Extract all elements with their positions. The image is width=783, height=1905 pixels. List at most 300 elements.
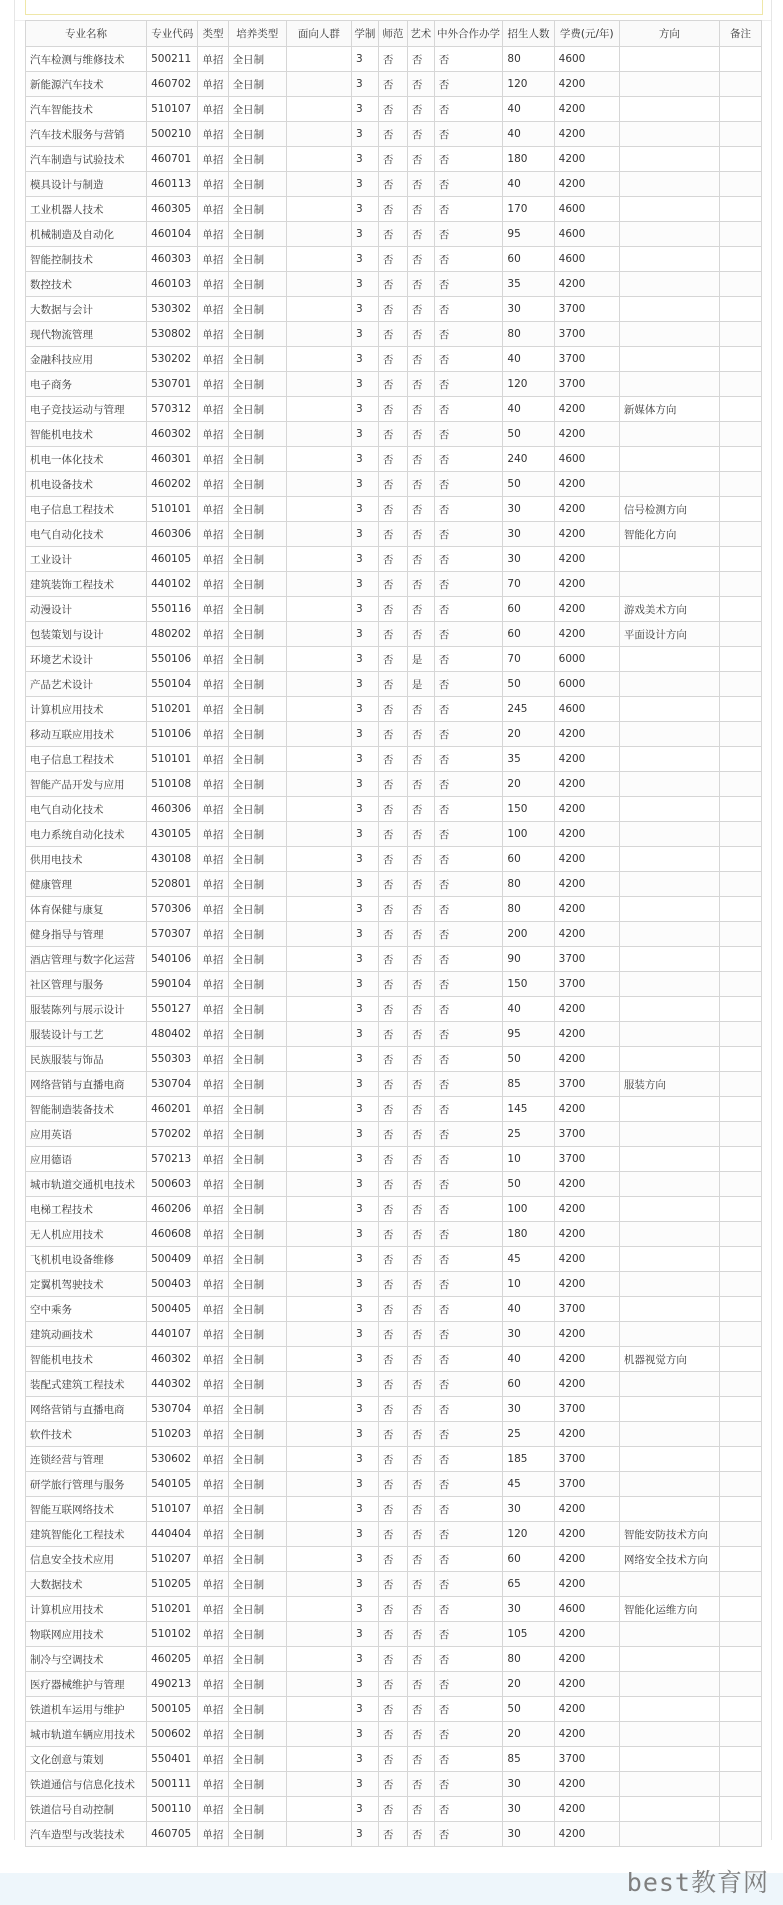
table-cell: 单招: [198, 822, 228, 847]
table-cell: 服装设计与工艺: [26, 1022, 147, 1047]
table-cell: [286, 872, 351, 897]
table-cell: [619, 1672, 719, 1697]
table-cell: 单招: [198, 772, 228, 797]
table-cell: 3: [352, 47, 379, 72]
table-cell: 制冷与空调技术: [26, 1647, 147, 1672]
table-cell: 否: [407, 172, 434, 197]
table-cell: 550116: [147, 597, 198, 622]
table-cell: [619, 1422, 719, 1447]
table-row: [26, 847, 762, 872]
table-cell: [619, 1322, 719, 1347]
column-header: 培养类型: [228, 21, 286, 47]
table-cell: 全日制: [228, 1197, 286, 1222]
table-cell: 健身指导与管理: [26, 922, 147, 947]
table-cell: 3: [352, 472, 379, 497]
table-cell: 全日制: [228, 1472, 286, 1497]
content-frame: [14, 0, 772, 1840]
table-cell: 否: [434, 47, 503, 72]
table-cell: 35: [503, 747, 554, 772]
table-cell: 否: [434, 1097, 503, 1122]
table-cell: 铁道机车运用与维护: [26, 1697, 147, 1722]
table-cell: 单招: [198, 1722, 228, 1747]
table-cell: 460702: [147, 72, 198, 97]
table-cell: 否: [407, 47, 434, 72]
table-row: [26, 222, 762, 247]
table-cell: 汽车造型与改装技术: [26, 1822, 147, 1847]
table-cell: 3: [352, 772, 379, 797]
table-cell: [286, 497, 351, 522]
table-cell: 否: [434, 1822, 503, 1847]
table-cell: 体育保健与康复: [26, 897, 147, 922]
table-cell: 30: [503, 547, 554, 572]
table-cell: 否: [378, 222, 407, 247]
table-row: [26, 1547, 762, 1572]
table-cell: 汽车制造与试验技术: [26, 147, 147, 172]
table-cell: 否: [378, 472, 407, 497]
table-cell: [286, 97, 351, 122]
table-cell: 否: [378, 1697, 407, 1722]
table-cell: 铁道信号自动控制: [26, 1797, 147, 1822]
table-cell: [719, 1322, 761, 1347]
table-cell: [286, 822, 351, 847]
table-cell: 20: [503, 772, 554, 797]
table-cell: [719, 822, 761, 847]
table-cell: 95: [503, 222, 554, 247]
table-cell: 否: [407, 1622, 434, 1647]
table-cell: 单招: [198, 1547, 228, 1572]
table-cell: 4600: [554, 197, 619, 222]
table-row: [26, 522, 762, 547]
table-cell: 100: [503, 822, 554, 847]
table-cell: 否: [434, 822, 503, 847]
table-cell: 否: [378, 1272, 407, 1297]
table-cell: 物联网应用技术: [26, 1622, 147, 1647]
table-cell: 单招: [198, 197, 228, 222]
table-row: [26, 1397, 762, 1422]
table-cell: 510102: [147, 1622, 198, 1647]
table-cell: 否: [434, 1472, 503, 1497]
table-cell: 20: [503, 1722, 554, 1747]
table-cell: 全日制: [228, 1772, 286, 1797]
table-cell: 3: [352, 147, 379, 172]
table-cell: [619, 822, 719, 847]
table-row: [26, 247, 762, 272]
table-cell: 3: [352, 297, 379, 322]
table-cell: 全日制: [228, 422, 286, 447]
table-cell: [286, 422, 351, 447]
table-cell: [286, 722, 351, 747]
table-cell: 单招: [198, 47, 228, 72]
table-cell: 全日制: [228, 1322, 286, 1347]
table-cell: 建筑动画技术: [26, 1322, 147, 1347]
table-cell: 全日制: [228, 922, 286, 947]
table-cell: 智能制造装备技术: [26, 1097, 147, 1122]
table-cell: 4600: [554, 222, 619, 247]
table-cell: 500405: [147, 1297, 198, 1322]
table-cell: 全日制: [228, 1497, 286, 1522]
table-cell: 否: [378, 247, 407, 272]
table-cell: [719, 1122, 761, 1147]
table-cell: 电梯工程技术: [26, 1197, 147, 1222]
table-cell: 智能安防技术方向: [619, 1522, 719, 1547]
table-cell: 3700: [554, 1447, 619, 1472]
table-cell: 80: [503, 897, 554, 922]
table-cell: 否: [407, 1797, 434, 1822]
table-cell: [719, 1147, 761, 1172]
table-cell: 单招: [198, 972, 228, 997]
table-cell: 480402: [147, 1022, 198, 1047]
table-cell: [719, 1622, 761, 1647]
table-cell: 单招: [198, 97, 228, 122]
table-cell: 50: [503, 472, 554, 497]
table-cell: 信号检测方向: [619, 497, 719, 522]
table-cell: 430108: [147, 847, 198, 872]
table-cell: 4200: [554, 847, 619, 872]
table-row: [26, 922, 762, 947]
table-cell: 单招: [198, 722, 228, 747]
table-cell: [619, 1122, 719, 1147]
table-cell: 否: [407, 1697, 434, 1722]
table-row: [26, 1647, 762, 1672]
table-cell: 全日制: [228, 172, 286, 197]
table-cell: 工业机器人技术: [26, 197, 147, 222]
table-cell: 3: [352, 1822, 379, 1847]
table-cell: 全日制: [228, 372, 286, 397]
table-cell: 否: [378, 1197, 407, 1222]
table-cell: 全日制: [228, 1597, 286, 1622]
table-cell: 否: [407, 1422, 434, 1447]
table-cell: 全日制: [228, 1422, 286, 1447]
table-cell: 4600: [554, 247, 619, 272]
table-row: [26, 497, 762, 522]
table-cell: [619, 322, 719, 347]
table-cell: 40: [503, 997, 554, 1022]
table-cell: 550401: [147, 1747, 198, 1772]
table-cell: 否: [434, 172, 503, 197]
table-cell: 否: [407, 372, 434, 397]
table-cell: 否: [434, 897, 503, 922]
table-cell: [286, 572, 351, 597]
table-cell: 530802: [147, 322, 198, 347]
table-cell: 单招: [198, 147, 228, 172]
table-cell: 460306: [147, 797, 198, 822]
table-cell: 3: [352, 1472, 379, 1497]
table-cell: 530302: [147, 297, 198, 322]
table-cell: 全日制: [228, 1272, 286, 1297]
table-cell: 3: [352, 1447, 379, 1472]
table-cell: 环境艺术设计: [26, 647, 147, 672]
table-cell: [619, 1747, 719, 1772]
table-cell: 3: [352, 672, 379, 697]
table-cell: [719, 1247, 761, 1272]
table-cell: 3: [352, 422, 379, 447]
table-cell: 否: [407, 1022, 434, 1047]
table-cell: 90: [503, 947, 554, 972]
table-cell: 单招: [198, 547, 228, 572]
table-cell: 否: [407, 1097, 434, 1122]
column-header: 备注: [719, 21, 761, 47]
table-cell: 否: [407, 1672, 434, 1697]
table-cell: 产品艺术设计: [26, 672, 147, 697]
table-row: [26, 1747, 762, 1772]
table-cell: 3700: [554, 1122, 619, 1147]
table-cell: 否: [434, 1247, 503, 1272]
table-cell: 4200: [554, 1322, 619, 1347]
table-cell: 3: [352, 1322, 379, 1347]
table-cell: 95: [503, 1022, 554, 1047]
table-cell: 4200: [554, 597, 619, 622]
table-cell: 智能化方向: [619, 522, 719, 547]
table-row: [26, 1422, 762, 1447]
table-cell: 否: [434, 722, 503, 747]
table-cell: 单招: [198, 1222, 228, 1247]
table-cell: 现代物流管理: [26, 322, 147, 347]
table-cell: 440107: [147, 1322, 198, 1347]
table-cell: [619, 1697, 719, 1722]
table-cell: 信息安全技术应用: [26, 1547, 147, 1572]
table-cell: 4200: [554, 922, 619, 947]
table-cell: 否: [378, 1347, 407, 1372]
table-cell: 单招: [198, 572, 228, 597]
table-row: [26, 1522, 762, 1547]
table-cell: [719, 1072, 761, 1097]
table-cell: 35: [503, 272, 554, 297]
table-cell: 电子信息工程技术: [26, 497, 147, 522]
table-cell: [719, 1547, 761, 1572]
table-cell: 3: [352, 1422, 379, 1447]
table-cell: 单招: [198, 897, 228, 922]
table-cell: 否: [378, 1172, 407, 1197]
table-cell: [619, 1472, 719, 1497]
table-cell: 460103: [147, 272, 198, 297]
table-cell: 否: [434, 1172, 503, 1197]
table-cell: 单招: [198, 922, 228, 947]
table-cell: 否: [434, 147, 503, 172]
table-cell: 否: [407, 972, 434, 997]
table-cell: 否: [434, 1672, 503, 1697]
table-cell: [286, 447, 351, 472]
table-cell: [619, 922, 719, 947]
table-cell: 否: [378, 1247, 407, 1272]
table-cell: 570213: [147, 1147, 198, 1172]
table-cell: 否: [434, 1772, 503, 1797]
table-cell: 全日制: [228, 1372, 286, 1397]
table-cell: 否: [378, 1547, 407, 1572]
table-cell: 连锁经营与管理: [26, 1447, 147, 1472]
table-row: [26, 1822, 762, 1847]
table-cell: 否: [378, 722, 407, 747]
table-cell: [619, 197, 719, 222]
table-cell: 3700: [554, 347, 619, 372]
table-cell: 500602: [147, 1722, 198, 1747]
table-cell: [619, 647, 719, 672]
table-cell: 3: [352, 947, 379, 972]
table-cell: 30: [503, 1797, 554, 1822]
table-cell: 否: [378, 197, 407, 222]
table-cell: 大数据与会计: [26, 297, 147, 322]
table-cell: 否: [434, 1297, 503, 1322]
table-cell: 否: [407, 847, 434, 872]
table-cell: 单招: [198, 1397, 228, 1422]
table-row: [26, 272, 762, 297]
table-cell: [286, 1522, 351, 1547]
table-cell: 3700: [554, 1472, 619, 1497]
table-cell: 否: [434, 497, 503, 522]
table-cell: 电力系统自动化技术: [26, 822, 147, 847]
table-cell: [619, 1297, 719, 1322]
table-cell: 单招: [198, 1247, 228, 1272]
table-cell: 否: [378, 1422, 407, 1447]
table-cell: 570306: [147, 897, 198, 922]
table-cell: [286, 397, 351, 422]
table-cell: 应用德语: [26, 1147, 147, 1172]
table-header-row: [26, 21, 762, 47]
table-row: [26, 422, 762, 447]
table-cell: 否: [434, 1122, 503, 1147]
table-cell: 单招: [198, 1022, 228, 1047]
table-cell: 单招: [198, 872, 228, 897]
table-cell: [619, 1397, 719, 1422]
table-cell: 否: [407, 1522, 434, 1547]
table-cell: 60: [503, 1372, 554, 1397]
table-cell: 否: [407, 1072, 434, 1097]
table-cell: 否: [407, 1722, 434, 1747]
table-cell: [619, 1822, 719, 1847]
table-cell: [286, 697, 351, 722]
table-row: [26, 1447, 762, 1472]
table-cell: [619, 1047, 719, 1072]
table-cell: 4600: [554, 1597, 619, 1622]
table-cell: 机电设备技术: [26, 472, 147, 497]
table-cell: 40: [503, 122, 554, 147]
table-cell: 无人机应用技术: [26, 1222, 147, 1247]
table-cell: 全日制: [228, 897, 286, 922]
table-row: [26, 1122, 762, 1147]
table-cell: 510205: [147, 1572, 198, 1597]
table-cell: [719, 797, 761, 822]
table-cell: [719, 222, 761, 247]
table-cell: 3: [352, 1547, 379, 1572]
table-cell: 否: [407, 947, 434, 972]
table-row: [26, 297, 762, 322]
table-cell: [619, 1022, 719, 1047]
table-row: [26, 147, 762, 172]
table-cell: 否: [407, 1822, 434, 1847]
table-cell: 否: [378, 1222, 407, 1247]
table-cell: 4200: [554, 172, 619, 197]
table-cell: 510106: [147, 722, 198, 747]
table-cell: 包装策划与设计: [26, 622, 147, 647]
table-cell: 否: [407, 322, 434, 347]
table-cell: 单招: [198, 422, 228, 447]
table-cell: 电子商务: [26, 372, 147, 397]
table-cell: 否: [378, 297, 407, 322]
table-cell: 全日制: [228, 447, 286, 472]
table-cell: 4200: [554, 472, 619, 497]
table-cell: 4200: [554, 1822, 619, 1847]
table-cell: 510101: [147, 747, 198, 772]
table-cell: [286, 997, 351, 1022]
table-cell: [619, 422, 719, 447]
table-cell: [286, 147, 351, 172]
table-row: [26, 947, 762, 972]
table-cell: 服装陈列与展示设计: [26, 997, 147, 1022]
table-cell: 否: [434, 1747, 503, 1772]
table-cell: 单招: [198, 747, 228, 772]
table-cell: [719, 972, 761, 997]
table-cell: [286, 1097, 351, 1122]
table-row: [26, 572, 762, 597]
table-cell: [286, 1122, 351, 1147]
table-cell: 否: [407, 1372, 434, 1397]
table-cell: [286, 1072, 351, 1097]
table-cell: [619, 122, 719, 147]
table-cell: 85: [503, 1072, 554, 1097]
table-cell: [619, 747, 719, 772]
table-cell: 否: [378, 647, 407, 672]
table-cell: 4200: [554, 1572, 619, 1597]
table-cell: 单招: [198, 1697, 228, 1722]
table-cell: 3: [352, 597, 379, 622]
table-cell: 4200: [554, 1172, 619, 1197]
table-cell: 50: [503, 672, 554, 697]
table-cell: 全日制: [228, 347, 286, 372]
table-cell: 460113: [147, 172, 198, 197]
table-cell: 460105: [147, 547, 198, 572]
table-cell: [286, 1547, 351, 1572]
table-cell: [719, 922, 761, 947]
table-cell: 否: [407, 1322, 434, 1347]
table-cell: 否: [378, 1047, 407, 1072]
table-cell: [719, 1822, 761, 1847]
table-cell: [286, 1297, 351, 1322]
table-row: [26, 1097, 762, 1122]
table-cell: 3: [352, 1672, 379, 1697]
table-cell: 否: [407, 622, 434, 647]
table-cell: [719, 1372, 761, 1397]
table-cell: 480202: [147, 622, 198, 647]
table-cell: 全日制: [228, 1122, 286, 1147]
table-cell: [619, 872, 719, 897]
top-notice-box: [25, 0, 763, 15]
table-cell: 否: [378, 522, 407, 547]
table-cell: 单招: [198, 1347, 228, 1372]
table-cell: 245: [503, 697, 554, 722]
table-cell: 45: [503, 1472, 554, 1497]
table-cell: 单招: [198, 697, 228, 722]
table-row: [26, 1797, 762, 1822]
table-row: [26, 1047, 762, 1072]
table-cell: 单招: [198, 1147, 228, 1172]
table-cell: 4200: [554, 1372, 619, 1397]
table-cell: 单招: [198, 1522, 228, 1547]
table-cell: 4200: [554, 747, 619, 772]
table-cell: 单招: [198, 847, 228, 872]
table-cell: 3700: [554, 322, 619, 347]
table-cell: [286, 1347, 351, 1372]
table-cell: 全日制: [228, 472, 286, 497]
table-cell: 否: [378, 922, 407, 947]
table-cell: 全日制: [228, 497, 286, 522]
table-cell: 550127: [147, 997, 198, 1022]
table-cell: 全日制: [228, 272, 286, 297]
table-cell: 460205: [147, 1647, 198, 1672]
table-cell: 全日制: [228, 872, 286, 897]
table-cell: 3: [352, 1622, 379, 1647]
table-cell: 否: [434, 1322, 503, 1347]
table-cell: [719, 197, 761, 222]
table-cell: 否: [378, 97, 407, 122]
